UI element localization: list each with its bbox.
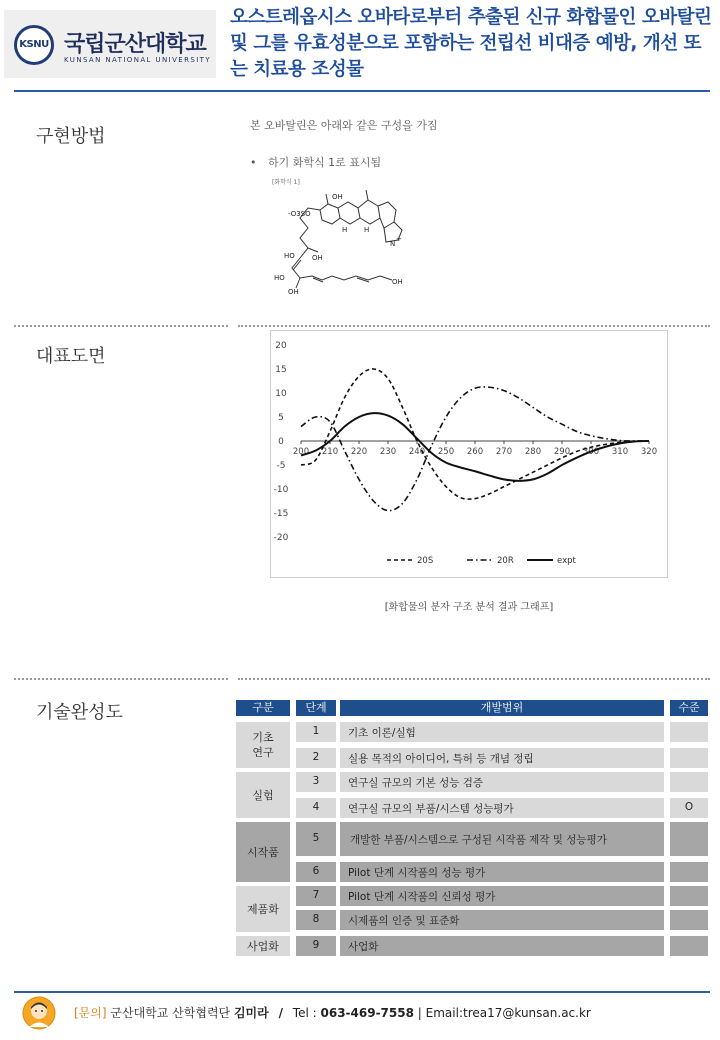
formula-label-plus: + [396,235,402,243]
table-row-stage: 1 [296,722,336,742]
university-name: 국립군산대학교 [64,32,206,57]
formula-label-oh-2: OH [288,288,299,296]
x-tick-label: 240 [408,447,426,457]
y-tick-label: -5 [276,461,286,471]
section-separator [238,325,710,327]
page-title: 오스트레옵시스 오바타로부터 추출된 신규 화합물인 오바탈린 및 그를 유효성분으로 포함하는 전립선 비대증 예방, 개선 또는 치료용 조성물 [230,7,712,80]
chart-frame [270,330,668,578]
x-tick-label: 300 [582,447,600,457]
x-tick-label: 250 [437,447,455,457]
table-header-scope: 개발범위 [340,700,664,716]
section-separator [14,678,228,680]
contact-label: [문의] [74,1006,107,1020]
table-header-category: 구분 [236,700,290,716]
university-logo [4,10,216,78]
university-emblem-icon [14,25,54,65]
contact-name: 김미라 [233,1006,269,1020]
x-tick-label: 230 [379,447,397,457]
table-row-level [670,722,708,742]
x-tick-label: 280 [524,447,542,457]
table-row-stage: 5 [296,822,336,856]
section-separator [238,678,710,680]
table-row-scope: 개발한 부품/시스템으로 구성된 시작품 제작 및 성능평가 [340,822,664,856]
formula-label-oso3: -O3SO [288,210,311,218]
y-tick-label: 10 [275,389,287,399]
contact-email[interactable]: | Email:trea17@kunsan.ac.kr [417,1006,591,1020]
contact-separator: / [278,1006,283,1020]
table-row-level [670,910,708,930]
section-label-figure: 대표도면 [36,346,106,367]
contact-info [74,1004,591,1021]
section-label-tech-readiness: 기술완성도 [36,702,123,723]
table-row-stage: 8 [296,910,336,930]
y-tick-label: 15 [275,365,287,375]
table-row-stage: 6 [296,862,336,882]
table-row-scope: 사업화 [340,936,664,956]
table-row-stage: 2 [296,748,336,768]
contact-tel-label: Tel : [292,1006,317,1020]
table-row-scope: 연구실 규모의 기본 성능 검증 [340,772,664,792]
table-row-scope: Pilot 단계 시작품의 신뢰성 평가 [340,886,664,906]
contact-person-icon [22,996,56,1030]
y-tick-label: 5 [278,413,284,423]
table-row-level [670,862,708,882]
formula-label-h-2: H [364,226,370,234]
category-productization: 제품화 [236,886,290,932]
formula-label-ho-1: HO [284,252,295,260]
table-row-stage: 4 [296,798,336,818]
table-row-scope: 시제품의 인증 및 표준화 [340,910,664,930]
figure-caption: [화합물의 분자 구조 분석 결과 그래프] [384,602,554,613]
x-tick-label: 320 [640,447,658,457]
header-divider [14,90,710,92]
table-row-scope: 기초 이론/실험 [340,722,664,742]
section-label-implementation: 구현방법 [36,126,106,147]
y-tick-label: 0 [278,437,284,447]
x-tick-label: 260 [466,447,484,457]
table-row-level [670,772,708,792]
table-row-scope: 연구실 규모의 부품/시스템 성능평가 [340,798,664,818]
table-row-stage: 9 [296,936,336,956]
x-tick-label: 310 [611,447,629,457]
y-tick-label: -15 [273,509,289,519]
table-header-level: 수준 [670,700,708,716]
x-tick-label: 200 [292,447,310,457]
table-row-level-current: O [670,798,708,818]
formula-caption: [화학식 1] [272,179,300,186]
formula-label-h-1: H [342,226,348,234]
y-tick-label: -20 [273,533,289,543]
contact-org: 군산대학교 산학협력단 [110,1006,231,1020]
x-tick-label: 220 [350,447,368,457]
footer-divider [14,991,710,993]
legend-label-20r: 20R [497,556,514,566]
table-row-scope: 실용 목적의 아이디어, 특허 등 개념 정립 [340,748,664,768]
category-prototype: 시작품 [236,822,290,882]
formula-label-ho-2: HO [274,274,285,282]
y-tick-label: 20 [275,341,287,351]
formula-label-oh-1: OH [312,254,323,262]
formula-label-n: N [390,240,396,248]
university-english-name: KUNSAN NATIONAL UNIVERSITY [64,56,212,64]
implementation-description: 본 오바탈린은 아래와 같은 구성을 가짐 [250,119,438,132]
cd-spectrum-chart [271,331,667,577]
x-tick-label: 290 [553,447,571,457]
legend-label-20s: 20S [417,556,434,566]
legend-label-expt: expt [557,556,576,566]
category-basic-research: 기초 연구 [236,722,290,768]
y-tick-label: -10 [273,485,289,495]
contact-phone[interactable]: 063-469-7558 [320,1006,414,1020]
table-row-stage: 3 [296,772,336,792]
table-row-level [670,748,708,768]
chemical-structure-diagram [272,188,408,300]
formula-label-oh-3: OH [332,193,343,201]
category-commercialization: 사업화 [236,936,290,956]
bullet-icon: • [250,156,257,169]
category-experiment: 실험 [236,772,290,818]
table-row-level [670,886,708,906]
formula-bullet [250,154,381,170]
section-separator [14,325,228,327]
table-row-scope: Pilot 단계 시작품의 성능 평가 [340,862,664,882]
x-tick-label: 210 [321,447,339,457]
table-row-level [670,822,708,856]
table-header-stage: 단계 [296,700,336,716]
emblem-text: KSNU [19,39,49,50]
formula-bullet-text: 하기 화학식 1로 표시됨 [268,156,382,169]
x-tick-label: 270 [495,447,513,457]
table-row-level [670,936,708,956]
formula-label-oh-4: OH [392,278,403,286]
table-row-stage: 7 [296,886,336,906]
